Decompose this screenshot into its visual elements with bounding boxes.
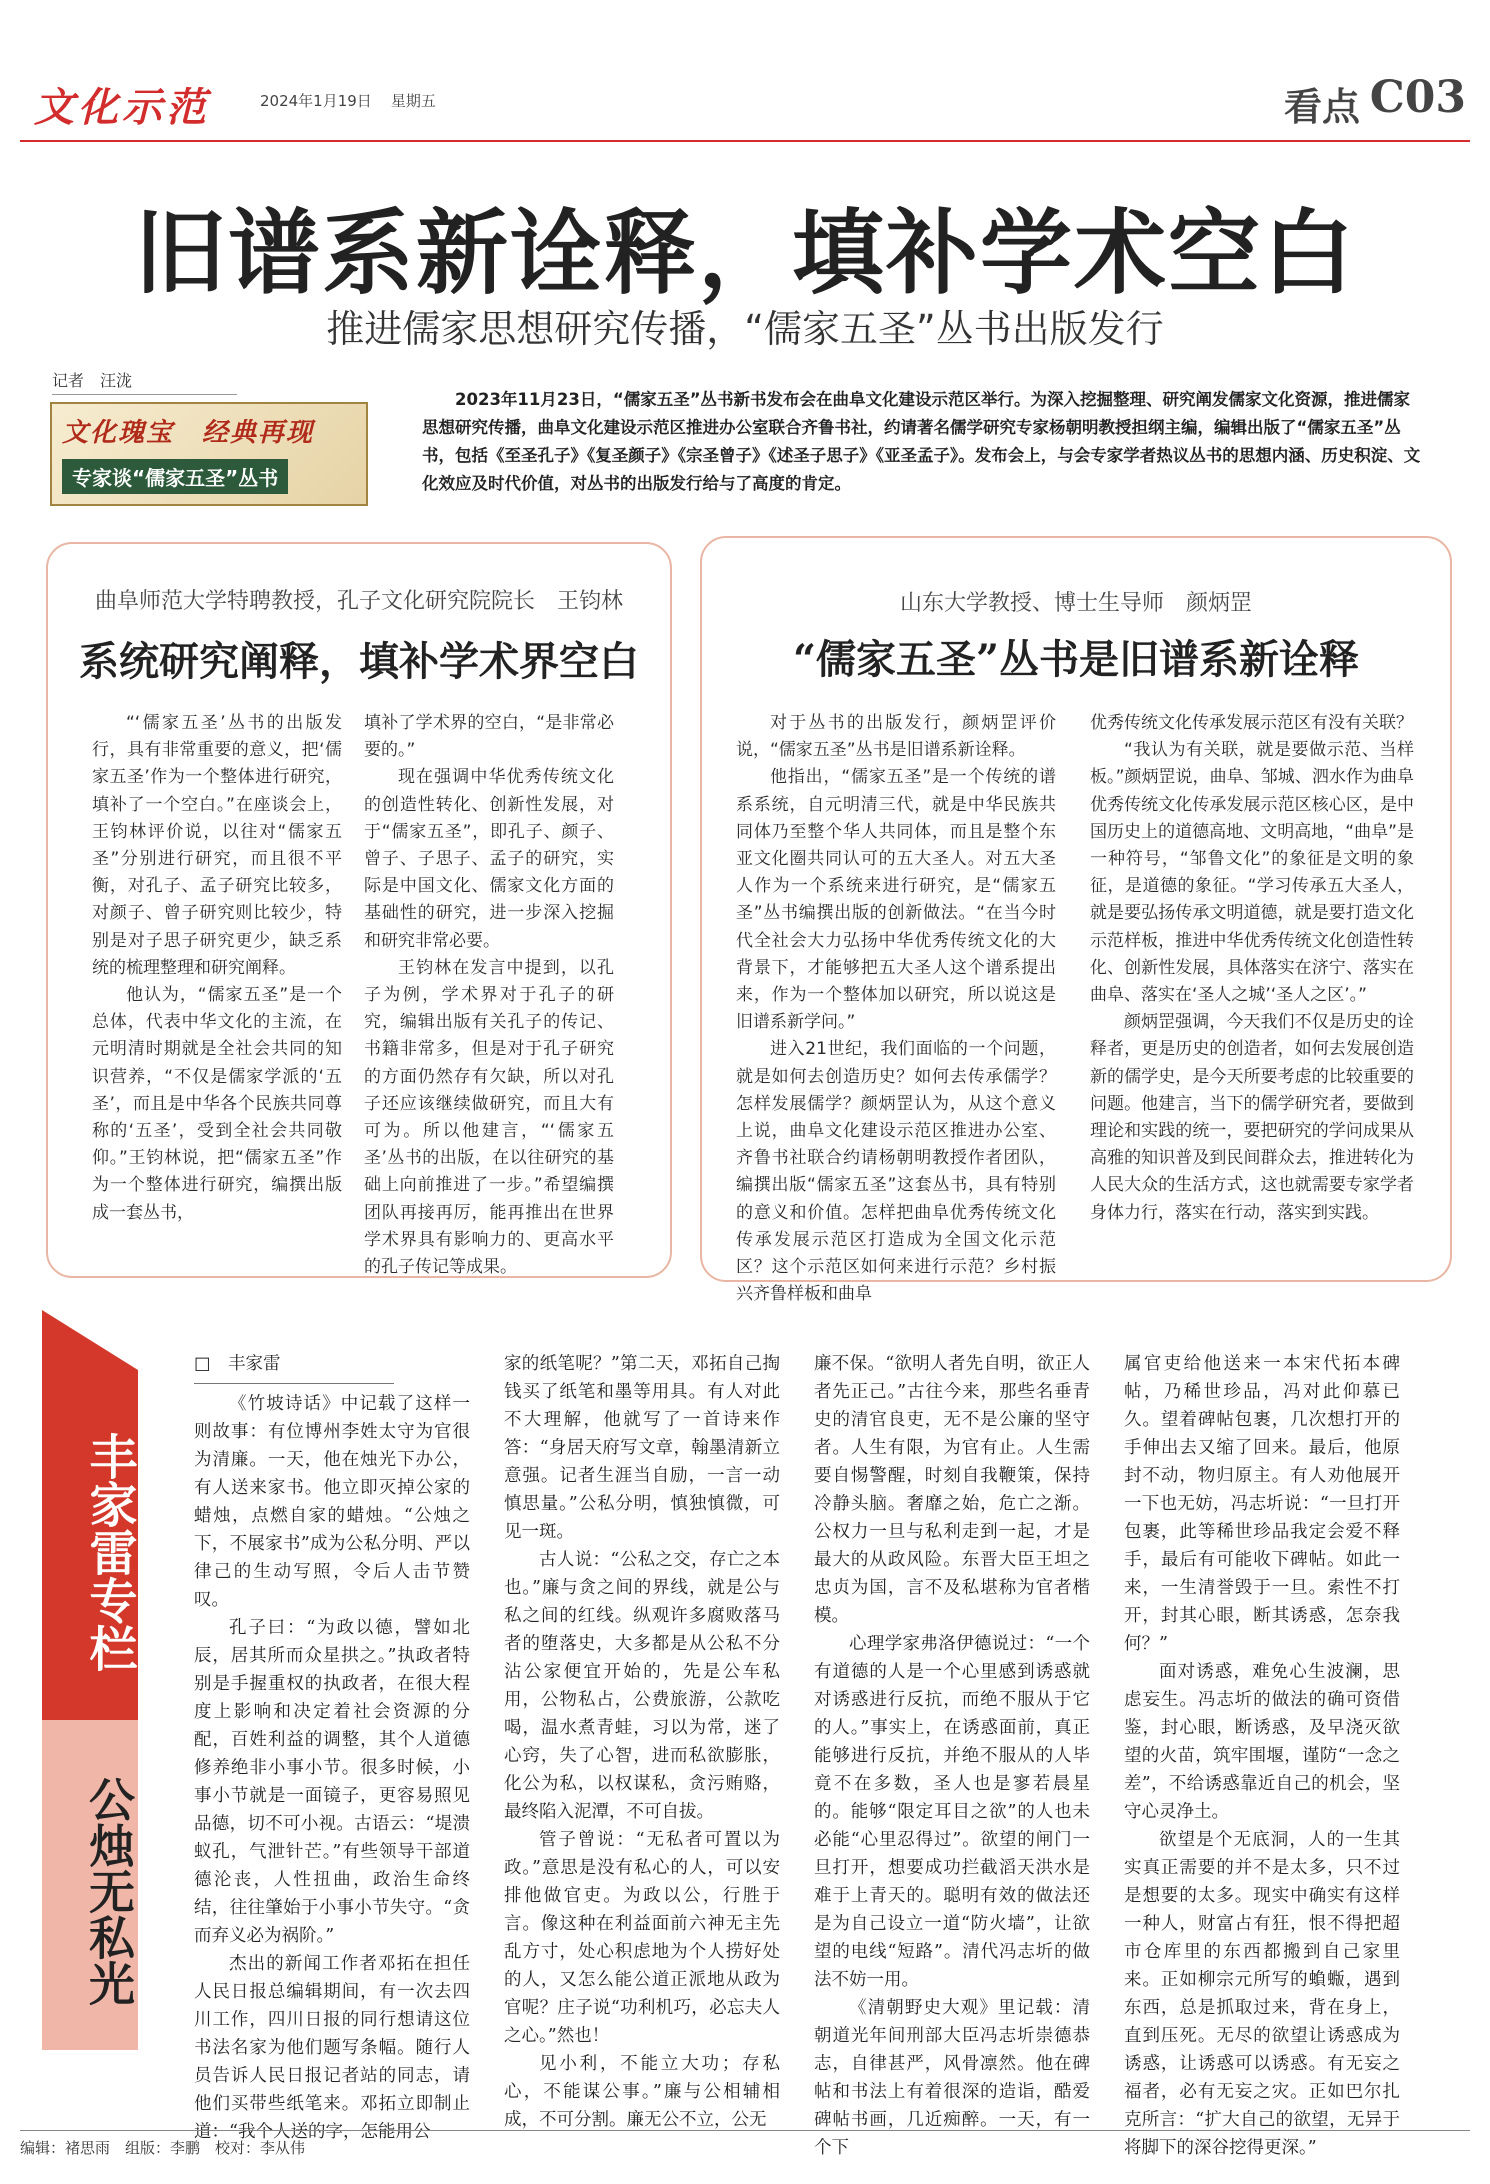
column-sidebar	[42, 1310, 138, 2050]
paragraph: 他认为，“儒家五圣”是一个总体，代表中华文化的主流，在元明清时期就是全社会共同的知识营养，“不仅是儒家学派的‘五圣’，而且是中华各个民族共同尊称的‘五圣’，受到全社会共同敬仰。”王钧林说，把“儒家五圣”作为一个整体进行研究，编撰出版成一套丛书，	[92, 985, 342, 1223]
interview-byline: 山东大学教授、博士生导师 颜炳罡	[899, 591, 1252, 616]
paragraph: 王钧林在发言中提到，以孔子为例，学术界对于孔子的研究，编辑出版有关孔子的传记、书籍非常多，但是对于孔子研究的方面仍然存有欠缺，所以对孔子还应该继续做研究，而且大有可为。所以他建言，“‘儒家五圣’丛书的出版，在以往研究的基础上向前推进了一步。”希望编撰团队再接再厉，能再推出在世界学术界具有影响力的、更高水平的孔子传记等成果。	[364, 957, 614, 1278]
issue-weekday: 星期五	[390, 92, 436, 110]
section-label: 看点	[1283, 84, 1360, 129]
essay-title: 公烛无私光	[82, 1776, 136, 2006]
paragraph: 对于丛书的出版发行，颜炳罡评价说，“儒家五圣”丛书是旧谱系新诠释。	[736, 713, 1056, 761]
paragraph: 廉不保。“欲明人者先自明，欲正人者先正己。”古往今来，那些名垂青史的清官良吏，无不是公廉的坚守者。人生有限，为官有止。人生需要自惕警醒，时刻自我鞭策，保持冷静头脑。奢靡之始，危亡之渐。公权力一旦与私利走到一起，才是最大的从政风险。东晋大臣王坦之忠贞为国，言不及私堪称为官者楷模。	[814, 1354, 1090, 1626]
dateline	[260, 90, 436, 111]
paragraph: 家的纸笔呢？”第二天，邓拓自己掏钱买了纸笔和墨等用具。有人对此不大理解，他就写了一首诗来作答：“身居天府写文章，翰墨清新立意强。记者生涯当自励，一言一动慎思量。”公私分明，慎独慎微，可见一斑。	[504, 1354, 780, 1542]
paragraph: 属官吏给他送来一本宋代拓本碑帖，乃稀世珍品，冯对此仰慕已久。望着碑帖包裹，几次想打开的手伸出去又缩了回来。最后，他原封不动，物归原主。有人劝他展开一下也无妨，冯志圻说：“一旦打开包裹，此等稀世珍品我定会爱不释手，最后有可能收下碑帖。如此一来，一生清誉毁于一旦。索性不打开，封其心眼，断其诱惑，怎奈我何？”	[1124, 1354, 1400, 1654]
interview-column	[736, 710, 1056, 1308]
newspaper-brand: 文化示范	[34, 85, 210, 131]
interview-headline: 系统研究阐释，填补学术界空白	[79, 638, 639, 685]
interview-headline: “儒家五圣”丛书是旧谱系新诠释	[792, 636, 1359, 683]
interview-column	[1090, 710, 1414, 1227]
paragraph: 填补了学术界的空白，“是非常必要的。”	[364, 713, 614, 761]
paragraph: 杰出的新闻工作者邓拓在担任人民日报总编辑期间，有一次去四川工作，四川日报的同行想请这位书法名家为他们题写条幅。随行人员告诉人民日报记者站的同志，请他们买带些纸笔来。邓拓立即制止道：“我个人送的字，怎能用公	[194, 1954, 470, 2142]
masthead	[20, 60, 1470, 142]
essay-column	[194, 1350, 470, 2146]
paragraph: 欲望是个无底洞，人的一生其实真正需要的并不是太多，只不过是想要的太多。现实中确实有这样一种人，财富占有狂，恨不得把超市仓库里的东西都搬到自己家里来。正如柳宗元所写的蝜蝂，遇到东西，总是抓取过来，背在身上，直到压死。无尽的欲望让诱惑成为诱惑，让诱惑可以诱惑。有无妄之福者，必有无妄之灾。正如巴尔扎克所言：“扩大自己的欲望，无异于将脚下的深谷挖得更深。”	[1124, 1830, 1400, 2158]
paragraph: “我认为有关联，就是要做示范、当样板。”颜炳罡说，曲阜、邹城、泗水作为曲阜优秀传统文化传承发展示范区核心区，是中国历史上的道德高地、文明高地，“曲阜”是一种符号，“邹鲁文化”的象征是文明的象征，是道德的象征。“学习传承五大圣人，就是要弘扬传承文明道德，就是要打造文化示范样板，推进中华优秀传统文化创造性转化、创新性发展，具体落实在济宁、落实在曲阜、落实在‘圣人之城’‘圣人之区’。”	[1090, 740, 1414, 1006]
column-name: 丰家雷专栏	[81, 1432, 137, 1672]
paragraph: 优秀传统文化传承发展示范区有没有关联？	[1090, 713, 1413, 733]
interview-byline: 曲阜师范大学特聘教授，孔子文化研究院院长 王钧林	[94, 589, 623, 614]
essay-author: □ 丰家雷	[194, 1354, 281, 1374]
paragraph: 进入21世纪，我们面临的一个问题，就是如何去创造历史？如何去传承儒学？怎样发展儒学？颜炳罡认为，从这个意义上说，曲阜文化建设示范区推进办公室、齐鲁书社联合约请杨朝明教授作者团队，编撰出版“儒家五圣”这套丛书，具有特别的意义和价值。怎样把曲阜优秀传统文化传承发展示范区打造成为全国文化示范区？这个示范区如何来进行示范？乡村振兴齐鲁样板和曲阜	[736, 1039, 1056, 1305]
paragraph: 他指出，“儒家五圣”是一个传统的谱系系统，自元明清三代，就是中华民族共同体乃至整个华人共同体，而且是整个东亚文化圈共同认可的五大圣人。对五大圣人作为一个系统来进行研究，是“儒家五圣”丛书编撰出版的创新做法。“在当今时代全社会大力弘扬中华优秀传统文化的大背景下，才能够把五大圣人这个谱系提出来，作为一个整体加以研究，所以说这是旧谱系新学问。”	[736, 767, 1056, 1033]
editorial-credits: 编辑：褚思雨 组版：李鹏 校对：李从伟	[20, 2130, 1470, 2158]
paragraph: “‘儒家五圣’丛书的出版发行，具有非常重要的意义，把‘儒家五圣’作为一个整体进行研究，填补了一个空白。”在座谈会上，王钧林评价说，以往对“儒家五圣”分别进行研究，而且很不平衡，对孔子、孟子研究比较多，对颜子、曾子研究则比较少，特别是对子思子研究更少，缺乏系统的梳理整理和研究阐释。	[92, 713, 342, 978]
paragraph: 心理学家弗洛伊德说过：“一个有道德的人是一个心里感到诱惑就对诱惑进行反抗，而绝不服从于它的人。”事实上，在诱惑面前，真正能够进行反抗，并绝不服从的人毕竟不在多数，圣人也是寥若晨星的。能够“限定耳目之欲”的人也未必能“心里忍得过”。欲望的闸门一旦打开，想要成功拦截滔天洪水是难于上青天的。聪明有效的做法还是为自己设立一道“防火墙”，让欲望的电线“短路”。清代冯志圻的做法不妨一用。	[814, 1634, 1090, 1990]
reporter-byline: 记者 汪泷	[52, 368, 237, 395]
author-rule	[194, 1378, 394, 1384]
interview-column	[364, 710, 614, 1281]
essay-column	[1124, 1350, 1400, 2162]
paragraph: 孔子曰：“为政以德，譬如北辰，居其所而众星拱之。”执政者特别是手握重权的执政者，在很大程度上影响和决定着社会资源的分配，百姓利益的调整，其个人道德修养绝非小事小节。很多时候，小事小节就是一面镜子，更容易照见品德，切不可小视。古语云：“堤溃蚁孔，气泄针芒。”有些领导干部道德沦丧，人性扭曲，政治生命终结，往往肇始于小事小节失守。“贪而弃义必为祸阶。”	[194, 1618, 470, 1946]
issue-date: 2024年1月19日	[260, 92, 372, 110]
interview-box-yan	[700, 536, 1452, 1305]
banner-title: 文化瑰宝 经典再现	[62, 418, 315, 448]
paragraph: 颜炳罡强调，今天我们不仅是历史的诠释者，更是历史的创造者，如何去发展创造新的儒学史，是今天所要考虑的比较重要的问题。他建言，当下的儒学研究者，要做到理论和实践的统一，要把研究的学问成果从高雅的知识普及到民间群众去，推进转化为人民大众的生活方式，这也就需要专家学者身体力行，落实在行动，落实到实践。	[1090, 1012, 1414, 1223]
interview-column	[92, 710, 342, 1227]
banner-subtitle: 专家谈“儒家五圣”丛书	[62, 459, 288, 494]
series-banner	[50, 402, 368, 506]
essay-column	[504, 1350, 780, 2134]
paragraph: 见小利，不能立大功；存私心，不能谋公事。”廉与公相辅相成，不可分割。廉无公不立，公无	[504, 2054, 780, 2130]
paragraph: 管子曾说：“无私者可置以为政。”意思是没有私心的人，可以安排他做官吏。为政以公，行胜于言。像这种在利益面前六神无主先乱方寸，处心积虑地为个人捞好处的人，又怎么能公道正派地从政为官呢？庄子说“功利机巧，必忘夫人之心。”然也！	[504, 1830, 780, 2046]
page-number: C03	[1369, 72, 1466, 123]
paragraph: 《竹坡诗话》中记载了这样一则故事：有位博州李姓太守为官很为清廉。一天，他在烛光下办公，有人送来家书。他立即灭掉公家的蜡烛，点燃自家的蜡烛。“公烛之下，不展家书”成为公私分明、严以律己的生动写照，令后人击节赞叹。	[194, 1394, 470, 1610]
paragraph: 面对诱惑，难免心生波澜，思虑妄生。冯志圻的做法的确可资借鉴，封心眼，断诱惑，及早浇灭欲望的火苗，筑牢围堰，谨防“一念之差”，不给诱惑靠近自己的机会，坚守心灵净土。	[1124, 1662, 1400, 1822]
sub-headline: 推进儒家思想研究传播，“儒家五圣”丛书出版发行	[326, 307, 1164, 351]
paragraph: 现在强调中华优秀传统文化的创造性转化、创新性发展，对于“儒家五圣”，即孔子、颜子、曾子、子思子、孟子的研究，实际是中国文化、儒家文化方面的基础性的研究，进一步深入挖掘和研究非常必要。	[364, 767, 614, 951]
essay-column	[814, 1350, 1090, 2162]
main-headline: 旧谱系新诠释，填补学术空白	[133, 199, 1356, 307]
interview-box-wang	[46, 542, 672, 1278]
paragraph: 古人说：“公私之交，存亡之本也。”廉与贪之间的界线，就是公与私之间的红线。纵观许多腐败落马者的堕落史，大多都是从公私不分沾公家便宜开始的，先是公车私用，公物私占，公费旅游，公款吃喝，温水煮青蛙，习以为常，迷了心窍，失了心智，进而私欲膨胀，化公为私，以权谋私，贪污贿赂，最终陷入泥潭，不可自拔。	[504, 1550, 780, 1822]
paragraph: 《清朝野史大观》里记载：清朝道光年间刑部大臣冯志圻崇德恭志，自律甚严，风骨凛然。他在碑帖和书法上有着很深的造诣，酷爱碑帖书画，几近痴醉。一天，有一个下	[814, 1998, 1090, 2158]
article-lead: 2023年11月23日，“儒家五圣”丛书新书发布会在曲阜文化建设示范区举行。为深入挖掘整理、研究阐发儒家文化资源，推进儒家思想研究传播，曲阜文化建设示范区推进办公室联合齐鲁书社，约请著名儒学研究专家杨朝明教授担纲主编，编辑出版了“儒家五圣”丛书，包括《至圣孔子》《复圣颜子》《宗圣曾子》《述圣子思子》《亚圣孟子》。发布会上，与会专家学者热议丛书的思想内涵、历史积淀、文化效应及时代价值，对丛书的出版发行给与了高度的肯定。	[422, 390, 1421, 493]
